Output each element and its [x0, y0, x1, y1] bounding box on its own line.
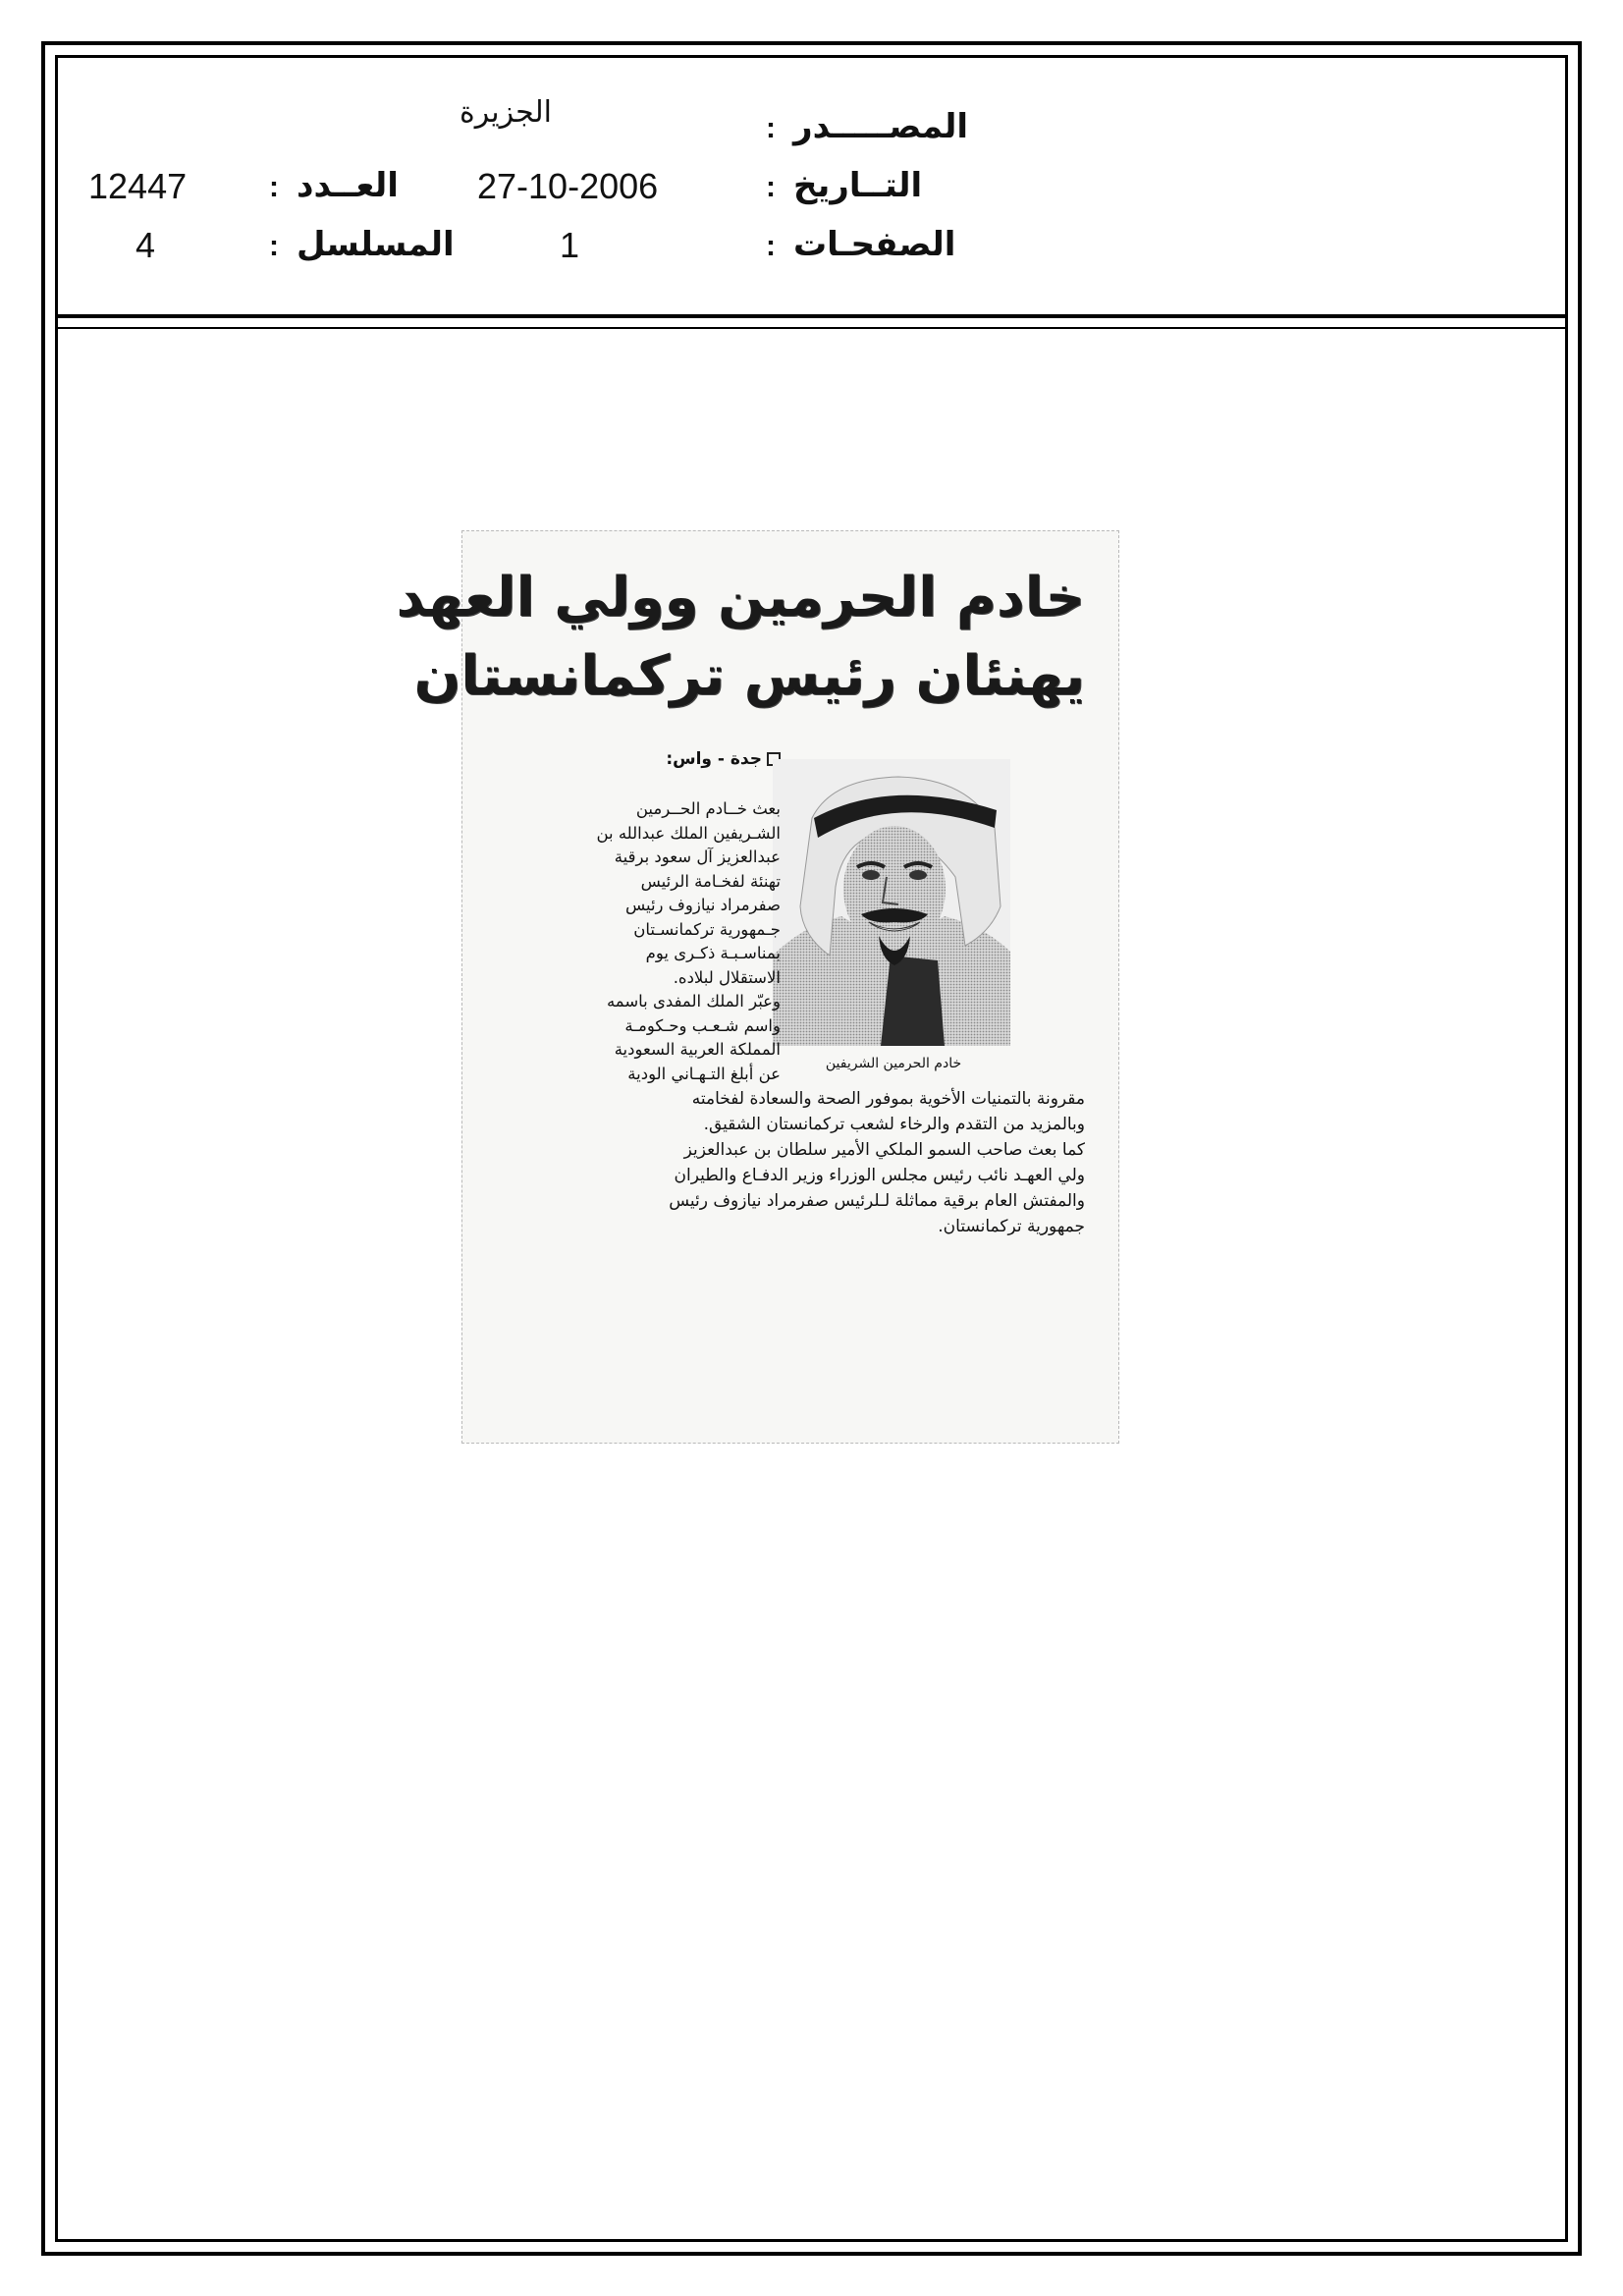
article-column-line: المملكة العربية السعودية [614, 1040, 781, 1059]
dateline [666, 749, 781, 769]
portrait-illustration [773, 759, 1010, 1046]
issue-value: 12447 [88, 166, 188, 206]
serial-colon: : [269, 230, 279, 262]
article-column-line: الاستقلال لبلاده. [673, 967, 781, 987]
photo-caption: خادم الحرمين الشريفين [825, 1056, 962, 1071]
issue-colon: : [269, 171, 279, 203]
pages-label: الصفحـات [793, 225, 956, 264]
date-colon: : [766, 171, 776, 203]
article-full-line: وبالمزيد من التقدم والرخاء لشعب تركمانستان الشقيق. [703, 1115, 1085, 1134]
article-column-line: صفرمراد نيازوف رئيس [624, 896, 781, 914]
pages-colon: : [766, 230, 776, 262]
article-column-line: وعبّر الملك المفدى باسمه [606, 992, 781, 1011]
header-divider-thin [55, 327, 1568, 329]
article-column-line: بعث خــادم الحــرمين [635, 799, 781, 818]
article-column-line: الشـريفين الملك عبدالله بن [596, 823, 781, 843]
headline-line-1: خادم الحرمين وولي العهد [396, 566, 1085, 629]
article-column-line: بمناسـبـة ذكـرى يوم [645, 944, 781, 962]
article-full-line: والمفتش العام برقية مماثلة لـلرئيس صفرمراد نيازوف رئيس [669, 1191, 1085, 1211]
article-full-line: كما بعث صاحب السمو الملكي الأمير سلطان بن عبدالعزيز [683, 1140, 1085, 1160]
headline-line-2: يهنئان رئيس تركمانستان [413, 644, 1085, 708]
date-value: 27-10-2006 [477, 166, 659, 206]
source-value: الجزيرة [460, 95, 553, 130]
article-full-line: ولي العهـد نائب رئيس مجلس الوزراء وزير الدفـاع والطيران [674, 1166, 1085, 1185]
article-column-line: جـمهورية تركمانسـتان [633, 919, 781, 939]
article-column-line: عن أبلغ التـهـاني الودية [627, 1064, 781, 1083]
article-full-line: مقرونة بالتمنيات الأخوية بموفور الصحة والسعادة لفخامته [691, 1089, 1085, 1109]
article-column-line: واسم شـعـب وحـكومـة [624, 1015, 781, 1035]
issue-label: العــدد [297, 166, 399, 205]
pages-value: 1 [560, 225, 580, 265]
header-divider [55, 314, 1568, 318]
article-column-line: تهنئة لفخـامة الرئيس [640, 871, 781, 891]
portrait-photo [773, 759, 1010, 1046]
article-column-line: عبدالعزيز آل سعود برقية [614, 847, 781, 866]
newspaper-clipping [396, 530, 1119, 1444]
source-label: المصـــــدر [793, 107, 969, 146]
serial-label: المسلسل [297, 225, 455, 264]
serial-value: 4 [135, 225, 156, 265]
article-full-line: جمهورية تركمانستان. [938, 1217, 1085, 1236]
date-label: التــاريخ [793, 166, 923, 205]
source-colon: : [766, 112, 776, 144]
dateline-text: جدة - واس: [666, 749, 762, 769]
